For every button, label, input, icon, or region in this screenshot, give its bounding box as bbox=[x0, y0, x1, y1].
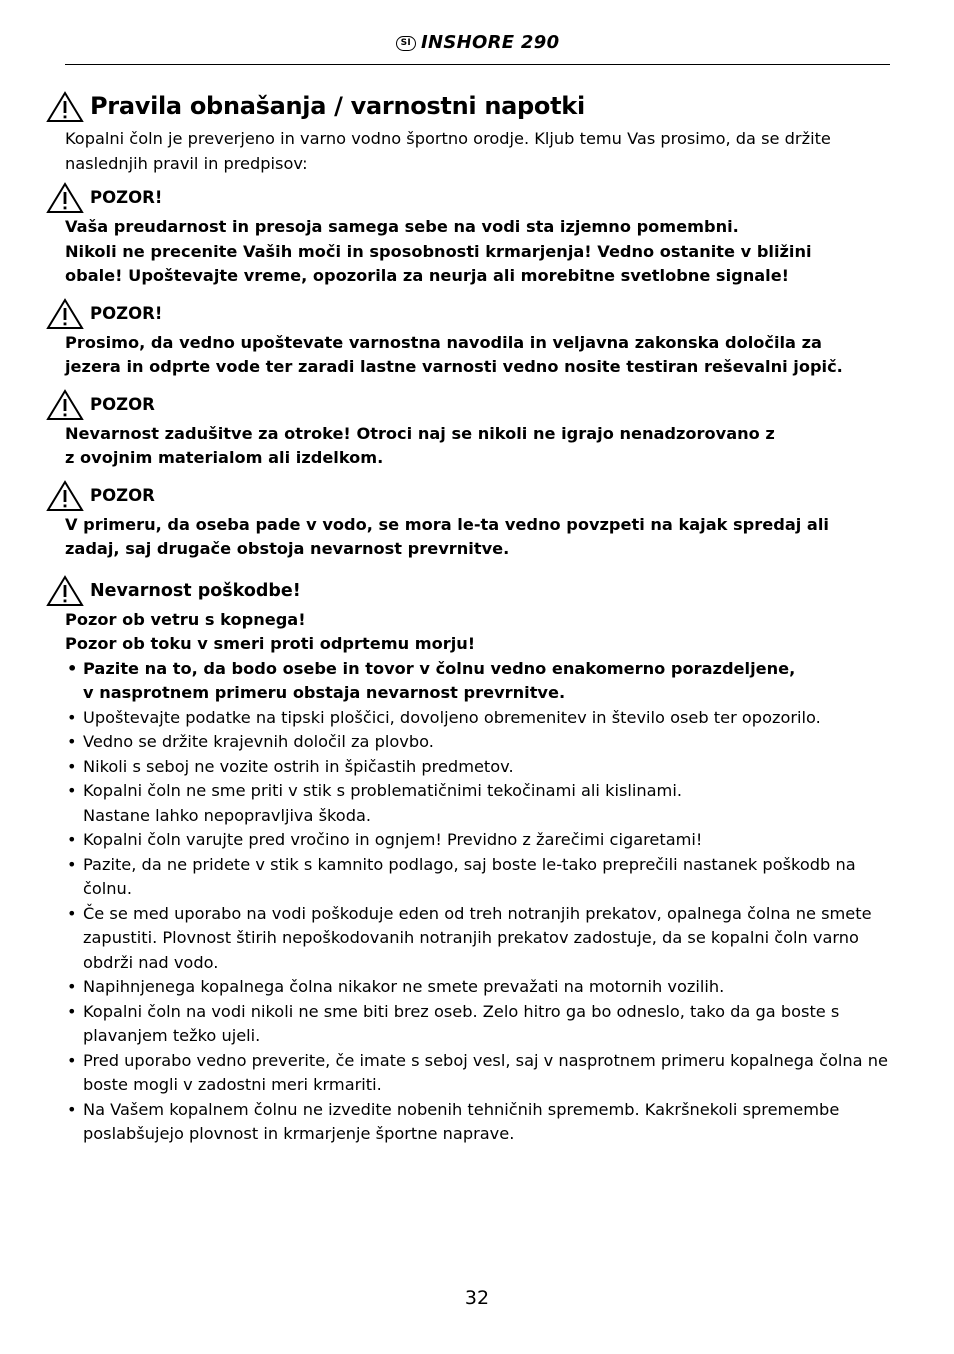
safety-bullet-list bbox=[65, 657, 895, 1147]
warning-text: Vaša preudarnost in presoja samega sebe na vodi sta izjemno pomembni. Nikoli ne precenite Vaših moči in sposobnosti krmarjenja! Vedno ostanite v bližini obale! Upoštevajte vreme, opozorila za neurja ali morebitne svetlobne signale! bbox=[65, 217, 812, 285]
warning-section-4 bbox=[65, 483, 895, 562]
title-row bbox=[65, 90, 895, 126]
warning-text: V primeru, da oseba pade v vodo, se mora le-ta vedno povzpeti na kajak spredaj ali zadaj, saj drugače obstoja nevarnost prevrnitve. bbox=[65, 514, 829, 558]
list-item: • Na Vašem kopalnem čolnu ne izvedite nobenih tehničnih sprememb. Kakršnekoli spremembe poslabšujejo plovnost in krmarjenje športne naprave. bbox=[65, 1098, 895, 1147]
header-title bbox=[65, 32, 890, 53]
warning-label: POZOR bbox=[90, 485, 155, 505]
injury-header bbox=[65, 578, 895, 608]
warning-header bbox=[65, 301, 895, 331]
list-item: • Če se med uporabo na vodi poškoduje eden od treh notranjih prekatov, opalnega čolna ne smete zapustiti. Plovnost štirih nepoškodovanih notranjih prekatov zadostuje, da se kopalni čoln varno obdrži nad vodo. bbox=[65, 902, 895, 976]
page-header bbox=[65, 30, 890, 65]
warning-triangle-icon bbox=[46, 298, 84, 330]
list-item: • Pazite na to, da bodo osebe in tovor v čolnu vedno enakomerno porazdeljene, v nasprotnem primeru obstaja nevarnost prevrnitve. bbox=[65, 657, 895, 706]
warning-triangle-icon bbox=[46, 182, 84, 214]
injury-label: Nevarnost poškodbe! bbox=[90, 580, 301, 601]
injury-text: Pozor ob vetru s kopnega! Pozor ob toku v smeri proti odprtemu morju! bbox=[65, 609, 476, 653]
intro-text: Kopalni čoln je preverjeno in varno vodno športno orodje. Kljub temu Vas prosimo, da se držite naslednjih pravil in predpisov: bbox=[65, 129, 831, 173]
warning-section-3 bbox=[65, 392, 895, 471]
page-title: Pravila obnašanja / varnostni napotki bbox=[90, 92, 585, 120]
injury-section bbox=[65, 578, 895, 1147]
list-item: • Kopalni čoln ne sme priti v stik s problematičnimi tekočinami ali kislinami. Nastane lahko nepopravljiva škoda. bbox=[65, 779, 895, 828]
product-name: INSHORE 290 bbox=[421, 32, 560, 53]
warning-triangle-icon bbox=[46, 575, 84, 607]
list-item: • Upoštevajte podatke na tipski ploščici, dovoljeno obremenitev in število oseb ter opozorilo. bbox=[65, 706, 895, 731]
warning-header bbox=[65, 392, 895, 422]
warning-label: POZOR! bbox=[90, 188, 163, 207]
language-badge: SI bbox=[396, 36, 416, 51]
warning-triangle-icon bbox=[46, 91, 84, 123]
warning-header bbox=[65, 185, 895, 215]
warning-triangle-icon bbox=[46, 480, 84, 512]
warning-label: POZOR! bbox=[90, 303, 163, 323]
warning-text: Prosimo, da vedno upoštevate varnostna navodila in veljavna zakonska določila za jezera in odprte vode ter zaradi lastne varnosti vedno nosite testiran reševalni jopič. bbox=[65, 332, 843, 376]
page-number: 32 bbox=[464, 1287, 490, 1309]
list-item: • Pazite, da ne pridete v stik s kamnito podlago, saj boste le-tako preprečili nastanek poškodb na čolnu. bbox=[65, 853, 895, 902]
warning-text: Nevarnost zadušitve za otroke! Otroci naj se nikoli ne igrajo nenadzorovano z z ovojnim materialom ali izdelkom. bbox=[65, 423, 775, 467]
warning-triangle-icon bbox=[46, 389, 84, 421]
warning-section-1 bbox=[65, 185, 895, 289]
list-item: • Pred uporabo vedno preverite, če imate s seboj vesl, saj v nasprotnem primeru kopalnega čolna ne boste mogli v zadostni meri krmariti. bbox=[65, 1049, 895, 1098]
list-item: • Kopalni čoln varujte pred vročino in ognjem! Previdno z žarečimi cigaretami! bbox=[65, 828, 895, 853]
list-item: • Vedno se držite krajevnih določil za plovbo. bbox=[65, 730, 895, 755]
warning-label: POZOR bbox=[90, 394, 155, 414]
warning-section-2 bbox=[65, 301, 895, 380]
list-item: • Nikoli s seboj ne vozite ostrih in špičastih predmetov. bbox=[65, 755, 895, 780]
warning-header bbox=[65, 483, 895, 513]
page-content bbox=[65, 90, 895, 1147]
list-item: • Kopalni čoln na vodi nikoli ne sme biti brez oseb. Zelo hitro ga bo odneslo, tako da ga boste s plavanjem težko ujeli. bbox=[65, 1000, 895, 1049]
list-item: • Napihnjenega kopalnega čolna nikakor ne smete prevažati na motornih vozilih. bbox=[65, 975, 895, 1000]
